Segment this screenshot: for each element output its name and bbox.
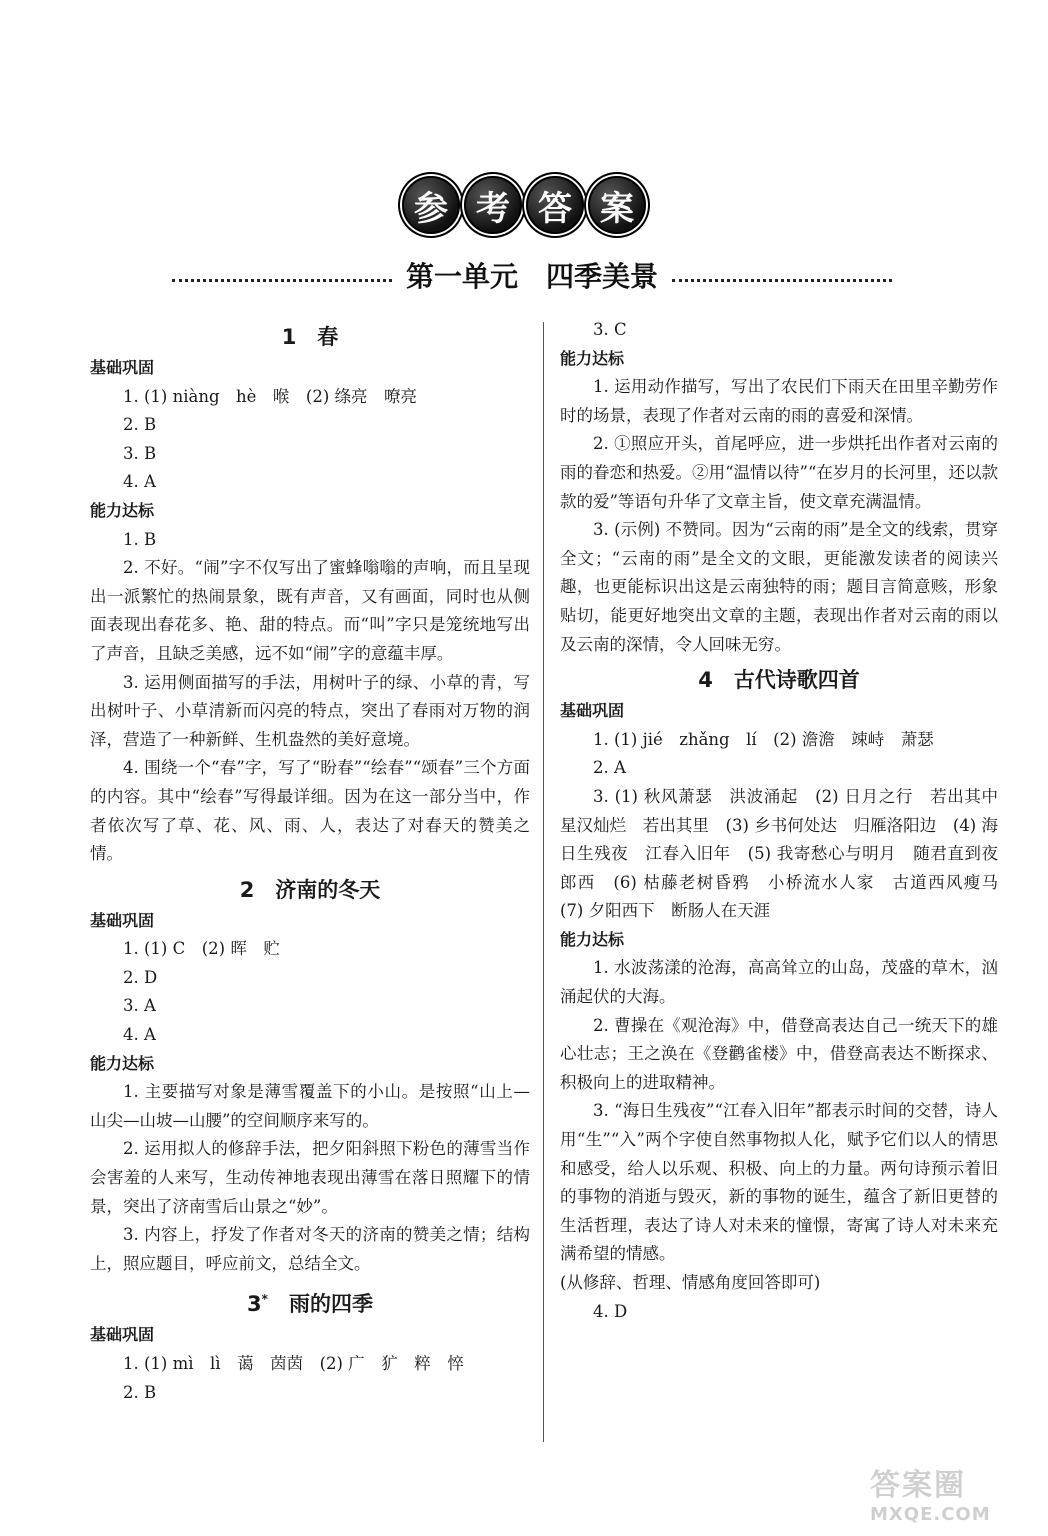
section-heading: 能力达标	[560, 929, 625, 949]
answer-item: 4. A	[123, 472, 156, 492]
left-column	[90, 316, 530, 1407]
section-heading: 基础巩固	[90, 1325, 155, 1345]
answer-item: 3. (示例) 不赞同。因为“云南的雨”是全文的线索，贯穿全文；“云南的雨”是全文的文眼，更能激发读者的阅读兴趣，也更能标识出这是云南独特的雨；题目言简意赅，形象贴切，能更好地突出文章的主题，表现出作者对云南的雨以及云南的深情，令人回味无穷。	[560, 520, 998, 654]
title-char: 答	[526, 176, 584, 234]
answer-item: 1. (1) C (2) 晖 贮	[123, 939, 280, 959]
answer-item: 3. “海日生残夜”“江春入旧年”都表示时间的交替，诗人用“生”“入”两个字使自然事物拟人化，赋予它们以人的情思和感受，给人以乐观、积极、向上的力量。两句诗预示着旧的事物的消逝与毁灭，新的事物的诞生，蕴含了新旧更替的生活哲理，表达了诗人对未来的憧憬，寄寓了诗人对未来充满希望的情感。	[560, 1101, 998, 1264]
title-char: 考	[464, 176, 522, 234]
section-heading: 基础巩固	[90, 358, 155, 377]
section-heading: 基础巩固	[90, 910, 155, 930]
answer-item: 4. 围绕一个“春”字，写了“盼春”“绘春”“颂春”三个方面的内容。其中“绘春”写得最详细。因为在这一部分当中，作者依次写了草、花、风、雨、人，表达了对春天的赞美之情。	[90, 758, 530, 864]
right-column	[560, 316, 1015, 1326]
answer-list	[90, 1078, 530, 1278]
unit-title: 第一单元 四季美景	[406, 260, 659, 293]
lesson-name: 雨的四季	[288, 1292, 373, 1317]
answer-item: 1. 水波荡漾的沧海，高高耸立的山岛，茂盛的草木，汹涌起伏的大海。	[560, 958, 998, 1007]
section-heading: 能力达标	[90, 1053, 155, 1073]
lesson-number: 3	[247, 1292, 262, 1317]
answer-item: 2. 运用拟人的修辞手法，把夕阳斜照下粉色的薄雪当作会害羞的人来写，生动传神地表现出薄雪在落日照耀下的情景，突出了济南雪后山景之“妙”。	[90, 1139, 530, 1216]
section-heading: 基础巩固	[560, 701, 625, 721]
answer-item: 4. A	[123, 1025, 156, 1045]
column-divider	[543, 322, 544, 1442]
title-circles	[402, 176, 646, 234]
page-title	[0, 176, 1048, 234]
answer-item: 3. C	[593, 320, 627, 339]
answer-list	[90, 935, 530, 1049]
answer-note: (从修辞、哲理、情感角度回答即可)	[560, 1273, 821, 1292]
answer-list	[560, 726, 1015, 926]
title-char: 参	[402, 176, 460, 234]
watermark-text: 答案圈	[870, 1468, 966, 1503]
answer-item: 3. (1) 秋风萧瑟 洪波涌起 (2) 日月之行 若出其中 星汉灿烂 若出其里 (3) 乡书何处达 归雁洛阳边 (4) 海日生残夜 江春入旧年 (5) 我寄愁心与明月 随君直到夜郎西 (6) 枯藤老树昏鸦 小桥流水人家 古道西风瘦马 (7) 夕阳西下 断肠人在天涯	[560, 786, 1015, 921]
answer-item: 1. 主要描写对象是薄雪覆盖下的小山。是按照“山上—山尖—山坡—山腰”的空间顺序来写的。	[90, 1082, 530, 1130]
answer-item: 3. 内容上，抒发了作者对冬天的济南的赞美之情；结构上，照应题目，呼应前文，总结全文。	[90, 1225, 530, 1273]
answer-item: 1. (1) jié zhǎng lí (2) 澹澹 竦峙 萧瑟	[593, 729, 934, 749]
answer-list	[560, 1298, 998, 1327]
answer-item: 1. 运用动作描写，写出了农民们下雨天在田里辛勤劳作时的场景，表现了作者对云南的雨的喜爱和深情。	[560, 377, 998, 425]
answer-list	[560, 316, 998, 345]
unit-heading	[172, 254, 892, 296]
title-char: 案	[588, 176, 646, 234]
answer-item: 2. D	[123, 967, 158, 987]
lesson-title	[90, 1284, 530, 1319]
dotted-leader-left	[172, 279, 392, 282]
section-heading: 能力达标	[560, 348, 625, 368]
answer-item: 1. (1) mì lì 蔼 茵茵 (2) 广 犷 粹 悴	[123, 1354, 464, 1373]
answer-list	[90, 1350, 530, 1407]
optional-star: *	[261, 1292, 268, 1307]
answer-item: 1. (1) niàng hè 喉 (2) 绦亮 嘹亮	[123, 386, 418, 406]
answer-item: 2. B	[123, 415, 157, 435]
watermark-url: MXQE.COM	[870, 1504, 991, 1525]
answer-item: 2. B	[123, 1382, 157, 1402]
answer-item: 3. 运用侧面描写的手法，用树叶子的绿、小草的青，写出树叶子、小草清新而闪亮的特点，突出了春雨对万物的润泽，营造了一种新鲜、生机盎然的美好意境。	[90, 672, 530, 749]
answer-list	[90, 383, 530, 497]
answer-item: 3. B	[123, 443, 157, 463]
answer-list	[560, 373, 998, 659]
answer-list	[90, 526, 530, 869]
answer-item: 2. A	[593, 758, 626, 778]
lesson-title: 2 济南的冬天	[239, 877, 381, 902]
answer-item: 2. 曹操在《观沧海》中，借登高表达自己一统天下的雄心壮志；王之涣在《登鹳雀楼》中，借登高表达不断探求、积极向上的进取精神。	[560, 1015, 998, 1092]
section-heading: 能力达标	[90, 500, 155, 520]
answer-item: 4. D	[593, 1301, 628, 1321]
answer-list	[560, 954, 998, 1269]
watermark-logo	[870, 1460, 1040, 1530]
answer-item: 1. B	[123, 529, 157, 549]
dotted-leader-right	[672, 279, 892, 282]
lesson-title: 1 春	[281, 325, 339, 349]
answer-item: 2. 不好。“闹”字不仅写出了蜜蜂嗡嗡的声响，而且呈现出一派繁忙的热闹景象，既有声音，又有画面，同时也从侧面表现出春花多、艳、甜的特点。而“叫”字只是笼统地写出了声音，且缺乏美感，远不如“闹”字的意蕴丰厚。	[90, 558, 530, 663]
lesson-title: 4 古代诗歌四首	[698, 668, 860, 693]
answer-item: 2. ①照应开头，首尾呼应，进一步烘托出作者对云南的雨的眷恋和热爱。②用“温情以待”“在岁月的长河里，还以款款的爱”等语句升华了文章主旨，使文章充满温情。	[560, 434, 998, 511]
answer-item: 3. A	[123, 996, 156, 1016]
